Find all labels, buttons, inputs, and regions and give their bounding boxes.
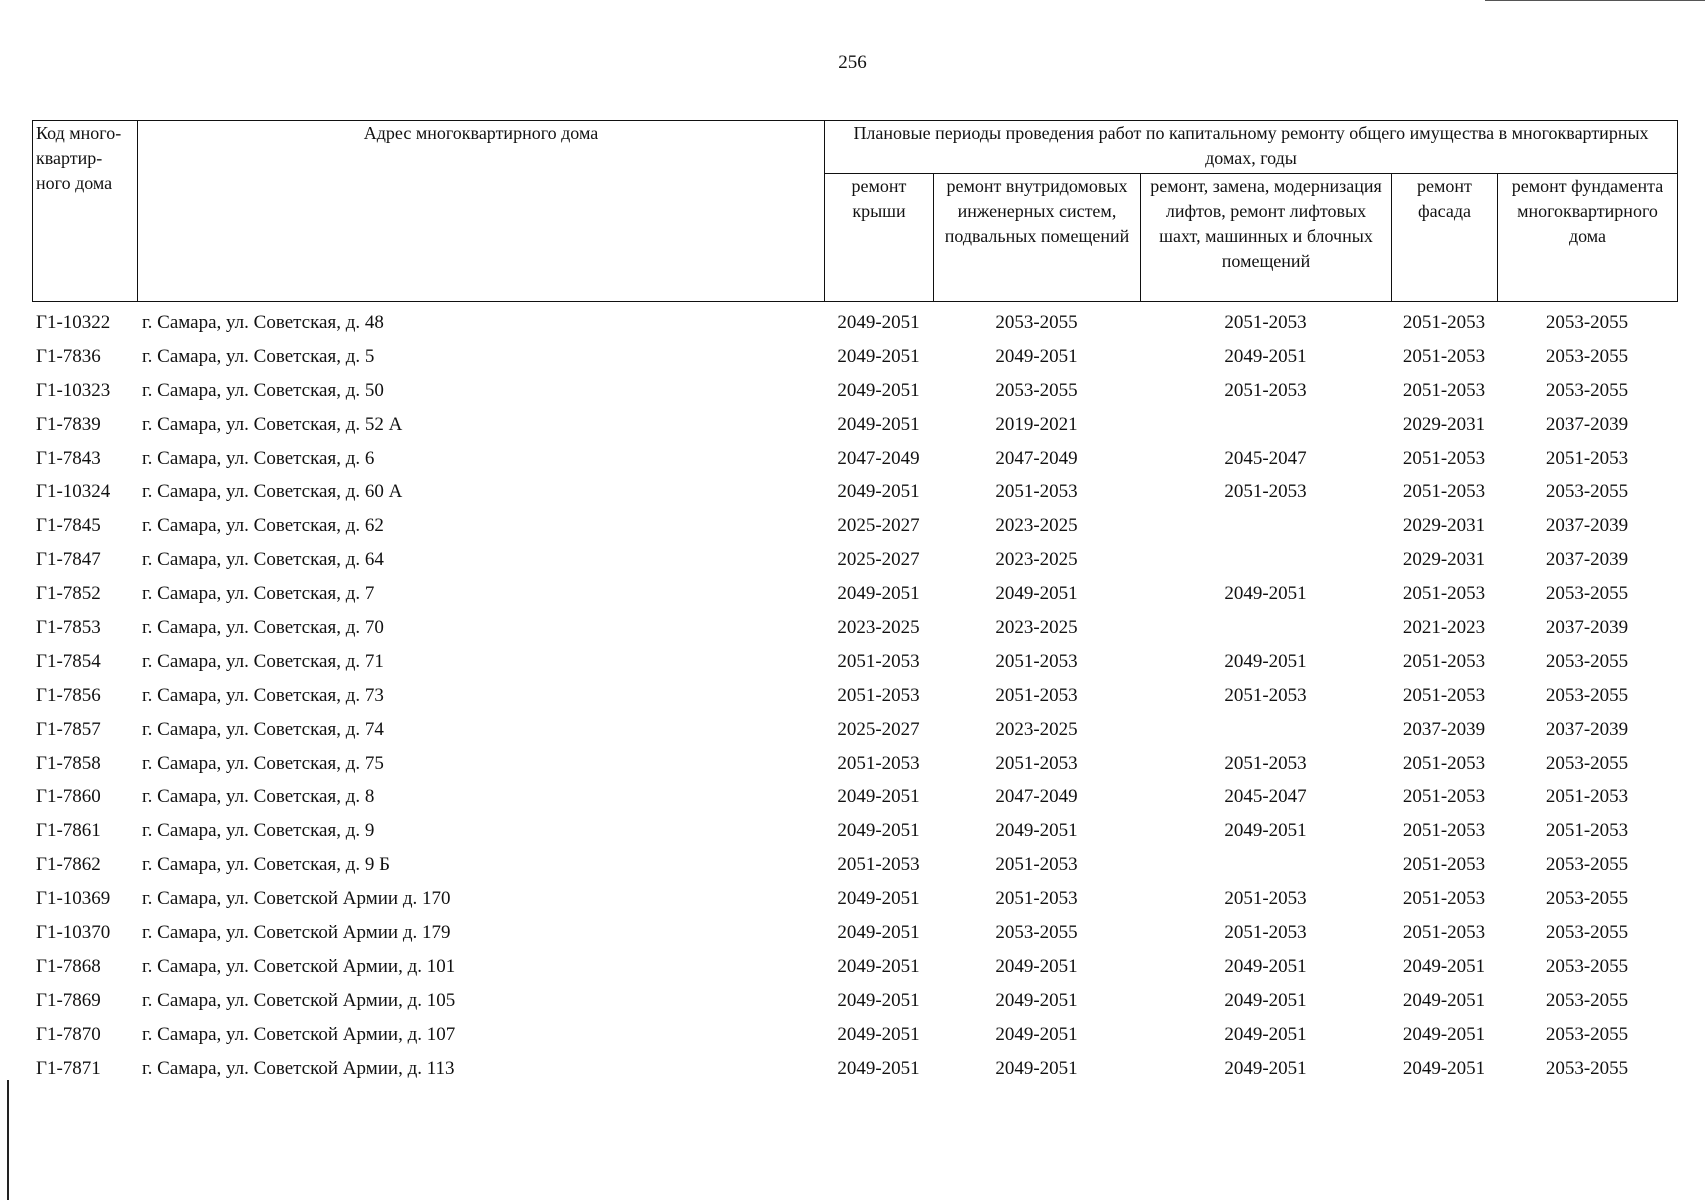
- cell-facade: 2049-2051: [1402, 1057, 1486, 1079]
- table-row: [32, 374, 1677, 408]
- cell-engineering: 2049-2051: [995, 345, 1078, 367]
- table-row: [32, 848, 1677, 882]
- cell-address: г. Самара, ул. Советская, д. 6: [142, 447, 375, 469]
- cell-roof: 2049-2051: [837, 786, 920, 808]
- cell-engineering: 2051-2053: [995, 752, 1078, 774]
- cell-address: г. Самара, ул. Советская, д. 48: [142, 311, 384, 333]
- table-row: [32, 780, 1677, 814]
- cell-roof: 2051-2053: [837, 650, 920, 672]
- cell-foundation: 2053-2055: [1545, 311, 1629, 333]
- cell-elevators: 2049-2051: [1224, 989, 1307, 1011]
- cell-roof: 2051-2053: [837, 684, 920, 706]
- header-periods: Плановые периоды проведения работ по капитальному ремонту общего имущества в многоквартирных домах, годы: [825, 121, 1678, 174]
- cell-foundation: 2053-2055: [1545, 1023, 1629, 1045]
- cell-facade: 2051-2053: [1402, 345, 1486, 367]
- cell-elevators: 2049-2051: [1224, 583, 1307, 605]
- cell-roof: 2049-2051: [837, 583, 920, 605]
- cell-address: г. Самара, ул. Советская, д. 75: [142, 752, 384, 774]
- cell-foundation: 2053-2055: [1545, 752, 1629, 774]
- cell-foundation: 2053-2055: [1545, 888, 1629, 910]
- cell-code: Г1-7861: [36, 820, 101, 842]
- cell-facade: 2051-2053: [1402, 752, 1486, 774]
- cell-engineering: 2019-2021: [995, 413, 1078, 435]
- header-elevators: ремонт, замена, модернизация лифтов, ремонт лифтовых шахт, машинных и блочных помещений: [1141, 174, 1392, 302]
- cell-facade: 2049-2051: [1402, 1023, 1486, 1045]
- cell-code: Г1-7854: [36, 650, 101, 672]
- cell-facade: 2051-2053: [1402, 447, 1486, 469]
- cell-elevators: 2049-2051: [1224, 820, 1307, 842]
- cell-address: г. Самара, ул. Советская, д. 60 А: [142, 481, 403, 503]
- cell-roof: 2051-2053: [837, 854, 920, 876]
- cell-facade: 2051-2053: [1402, 583, 1486, 605]
- cell-elevators: 2049-2051: [1224, 345, 1307, 367]
- cell-elevators: 2051-2053: [1224, 752, 1307, 774]
- cell-elevators: 2051-2053: [1224, 684, 1307, 706]
- cell-engineering: 2047-2049: [995, 786, 1078, 808]
- cell-engineering: 2049-2051: [995, 583, 1078, 605]
- cell-engineering: 2023-2025: [995, 515, 1078, 537]
- cell-address: г. Самара, ул. Советская, д. 8: [142, 786, 375, 808]
- table-row: [32, 611, 1677, 645]
- cell-elevators: 2045-2047: [1224, 786, 1307, 808]
- table-row: [32, 814, 1677, 848]
- page-number: 256: [838, 52, 867, 73]
- cell-code: Г1-7847: [36, 549, 101, 571]
- cell-engineering: 2051-2053: [995, 888, 1078, 910]
- cell-foundation: 2037-2039: [1545, 616, 1629, 638]
- cell-elevators: 2051-2053: [1224, 481, 1307, 503]
- cell-address: г. Самара, ул. Советской Армии д. 170: [142, 888, 451, 910]
- cell-address: г. Самара, ул. Советская, д. 74: [142, 718, 384, 740]
- cell-elevators: 2045-2047: [1224, 447, 1307, 469]
- cell-foundation: 2053-2055: [1545, 379, 1629, 401]
- cell-roof: 2023-2025: [837, 616, 920, 638]
- cell-roof: 2049-2051: [837, 921, 920, 943]
- cell-address: г. Самара, ул. Советская, д. 73: [142, 684, 384, 706]
- cell-code: Г1-7862: [36, 854, 101, 876]
- table-row: [32, 340, 1677, 374]
- cell-roof: 2049-2051: [837, 989, 920, 1011]
- cell-address: г. Самара, ул. Советской Армии д. 179: [142, 921, 451, 943]
- cell-facade: 2029-2031: [1402, 549, 1486, 571]
- cell-foundation: 2053-2055: [1545, 989, 1629, 1011]
- cell-facade: 2037-2039: [1402, 718, 1486, 740]
- cell-engineering: 2051-2053: [995, 854, 1078, 876]
- cell-code: Г1-10322: [36, 311, 111, 333]
- table-body: [32, 306, 1677, 1085]
- cell-address: г. Самара, ул. Советская, д. 50: [142, 379, 384, 401]
- table-row: [32, 679, 1677, 713]
- cell-foundation: 2037-2039: [1545, 515, 1629, 537]
- header-address: Адрес многоквартирного дома: [138, 121, 825, 302]
- cell-foundation: 2053-2055: [1545, 345, 1629, 367]
- cell-facade: 2051-2053: [1402, 820, 1486, 842]
- table-row: [32, 1052, 1677, 1086]
- cell-address: г. Самара, ул. Советская, д. 5: [142, 345, 375, 367]
- cell-roof: 2025-2027: [837, 718, 920, 740]
- cell-facade: 2049-2051: [1402, 955, 1486, 977]
- cell-roof: 2049-2051: [837, 345, 920, 367]
- cell-roof: 2047-2049: [837, 447, 920, 469]
- cell-foundation: 2037-2039: [1545, 413, 1629, 435]
- cell-code: Г1-7845: [36, 515, 101, 537]
- cell-engineering: 2051-2053: [995, 684, 1078, 706]
- cell-elevators: [1140, 543, 1391, 577]
- cell-elevators: [1140, 848, 1391, 882]
- cell-roof: 2049-2051: [837, 1023, 920, 1045]
- cell-engineering: 2053-2055: [995, 379, 1078, 401]
- table-row: [32, 543, 1677, 577]
- cell-roof: 2049-2051: [837, 481, 920, 503]
- cell-code: Г1-7853: [36, 616, 101, 638]
- cell-engineering: 2049-2051: [995, 955, 1078, 977]
- cell-elevators: [1140, 611, 1391, 645]
- scan-edge-line: [1485, 0, 1705, 1]
- cell-code: Г1-7843: [36, 447, 101, 469]
- cell-engineering: 2049-2051: [995, 989, 1078, 1011]
- cell-facade: 2021-2023: [1402, 616, 1486, 638]
- cell-roof: 2049-2051: [837, 955, 920, 977]
- table-row: [32, 408, 1677, 442]
- cell-engineering: 2049-2051: [995, 1023, 1078, 1045]
- cell-facade: 2051-2053: [1402, 786, 1486, 808]
- cell-foundation: 2051-2053: [1545, 447, 1629, 469]
- cell-engineering: 2053-2055: [995, 921, 1078, 943]
- cell-elevators: 2051-2053: [1224, 921, 1307, 943]
- cell-elevators: 2049-2051: [1224, 1023, 1307, 1045]
- header-roof: ремонт крыши: [825, 174, 934, 302]
- cell-foundation: 2053-2055: [1545, 955, 1629, 977]
- cell-code: Г1-7871: [36, 1057, 101, 1079]
- cell-foundation: 2053-2055: [1545, 481, 1629, 503]
- cell-roof: 2049-2051: [837, 888, 920, 910]
- cell-foundation: 2053-2055: [1545, 1057, 1629, 1079]
- cell-engineering: 2049-2051: [995, 1057, 1078, 1079]
- cell-code: Г1-10370: [36, 921, 111, 943]
- cell-elevators: [1140, 408, 1391, 442]
- cell-address: г. Самара, ул. Советская, д. 62: [142, 515, 384, 537]
- table-row: [32, 713, 1677, 747]
- table-row: [32, 645, 1677, 679]
- cell-code: Г1-7856: [36, 684, 101, 706]
- cell-elevators: 2051-2053: [1224, 888, 1307, 910]
- cell-roof: 2049-2051: [837, 311, 920, 333]
- cell-elevators: 2051-2053: [1224, 311, 1307, 333]
- table-row: [32, 475, 1677, 509]
- cell-foundation: 2051-2053: [1545, 820, 1629, 842]
- cell-facade: 2051-2053: [1402, 379, 1486, 401]
- cell-engineering: 2023-2025: [995, 718, 1078, 740]
- cell-engineering: 2051-2053: [995, 481, 1078, 503]
- cell-address: г. Самара, ул. Советской Армии, д. 113: [142, 1057, 455, 1079]
- cell-facade: 2051-2053: [1402, 311, 1486, 333]
- cell-engineering: 2023-2025: [995, 549, 1078, 571]
- cell-foundation: 2037-2039: [1545, 718, 1629, 740]
- cell-address: г. Самара, ул. Советская, д. 64: [142, 549, 384, 571]
- cell-roof: 2051-2053: [837, 752, 920, 774]
- cell-code: Г1-10324: [36, 481, 111, 503]
- cell-address: г. Самара, ул. Советская, д. 71: [142, 650, 384, 672]
- cell-elevators: 2049-2051: [1224, 650, 1307, 672]
- cell-code: Г1-7836: [36, 345, 101, 367]
- cell-elevators: 2049-2051: [1224, 955, 1307, 977]
- cell-code: Г1-7868: [36, 955, 101, 977]
- cell-address: г. Самара, ул. Советская, д. 70: [142, 616, 384, 638]
- cell-engineering: 2051-2053: [995, 650, 1078, 672]
- cell-roof: 2049-2051: [837, 379, 920, 401]
- cell-address: г. Самара, ул. Советская, д. 52 А: [142, 413, 403, 435]
- table-header: [32, 120, 1678, 302]
- cell-foundation: 2053-2055: [1545, 684, 1629, 706]
- table-row: [32, 882, 1677, 916]
- cell-facade: 2051-2053: [1402, 921, 1486, 943]
- cell-foundation: 2037-2039: [1545, 549, 1629, 571]
- cell-foundation: 2053-2055: [1545, 854, 1629, 876]
- header-foundation: ремонт фундамента многоквартирного дома: [1498, 174, 1678, 302]
- scan-edge-line: [7, 1080, 9, 1200]
- cell-code: Г1-7839: [36, 413, 101, 435]
- cell-facade: 2051-2053: [1402, 481, 1486, 503]
- table-row: [32, 1018, 1677, 1052]
- cell-facade: 2051-2053: [1402, 888, 1486, 910]
- cell-code: Г1-10369: [36, 888, 111, 910]
- cell-facade: 2049-2051: [1402, 989, 1486, 1011]
- cell-address: г. Самара, ул. Советская, д. 9 Б: [142, 854, 391, 876]
- cell-roof: 2025-2027: [837, 549, 920, 571]
- cell-roof: 2025-2027: [837, 515, 920, 537]
- cell-elevators: [1140, 713, 1391, 747]
- table-row: [32, 509, 1677, 543]
- cell-address: г. Самара, ул. Советская, д. 7: [142, 583, 375, 605]
- cell-code: Г1-7869: [36, 989, 101, 1011]
- table-row: [32, 577, 1677, 611]
- cell-address: г. Самара, ул. Советской Армии, д. 107: [142, 1023, 456, 1045]
- cell-code: Г1-7852: [36, 583, 101, 605]
- cell-roof: 2049-2051: [837, 820, 920, 842]
- cell-facade: 2029-2031: [1402, 515, 1486, 537]
- cell-engineering: 2047-2049: [995, 447, 1078, 469]
- table-row: [32, 984, 1677, 1018]
- table-row: [32, 950, 1677, 984]
- cell-address: г. Самара, ул. Советской Армии, д. 105: [142, 989, 456, 1011]
- cell-address: г. Самара, ул. Советская, д. 9: [142, 820, 375, 842]
- cell-facade: 2029-2031: [1402, 413, 1486, 435]
- cell-engineering: 2049-2051: [995, 820, 1078, 842]
- table-row: [32, 747, 1677, 781]
- cell-roof: 2049-2051: [837, 413, 920, 435]
- table-row: [32, 306, 1677, 340]
- cell-code: Г1-7870: [36, 1023, 101, 1045]
- header-facade: ремонт фасада: [1392, 174, 1498, 302]
- cell-facade: 2051-2053: [1402, 684, 1486, 706]
- cell-elevators: 2051-2053: [1224, 379, 1307, 401]
- cell-foundation: 2053-2055: [1545, 583, 1629, 605]
- table-row: [32, 916, 1677, 950]
- cell-code: Г1-7857: [36, 718, 101, 740]
- cell-facade: 2051-2053: [1402, 854, 1486, 876]
- cell-engineering: 2053-2055: [995, 311, 1078, 333]
- cell-code: Г1-10323: [36, 379, 111, 401]
- header-code: Код много-квартир-ного дома: [33, 121, 138, 302]
- cell-foundation: 2051-2053: [1545, 786, 1629, 808]
- header-engineering: ремонт внутридомовых инженерных систем, подвальных помещений: [934, 174, 1141, 302]
- cell-code: Г1-7858: [36, 752, 101, 774]
- cell-facade: 2051-2053: [1402, 650, 1486, 672]
- cell-code: Г1-7860: [36, 786, 101, 808]
- cell-elevators: 2049-2051: [1224, 1057, 1307, 1079]
- cell-foundation: 2053-2055: [1545, 650, 1629, 672]
- cell-roof: 2049-2051: [837, 1057, 920, 1079]
- cell-elevators: [1140, 509, 1391, 543]
- cell-address: г. Самара, ул. Советской Армии, д. 101: [142, 955, 456, 977]
- cell-engineering: 2023-2025: [995, 616, 1078, 638]
- cell-foundation: 2053-2055: [1545, 921, 1629, 943]
- table-row: [32, 442, 1677, 476]
